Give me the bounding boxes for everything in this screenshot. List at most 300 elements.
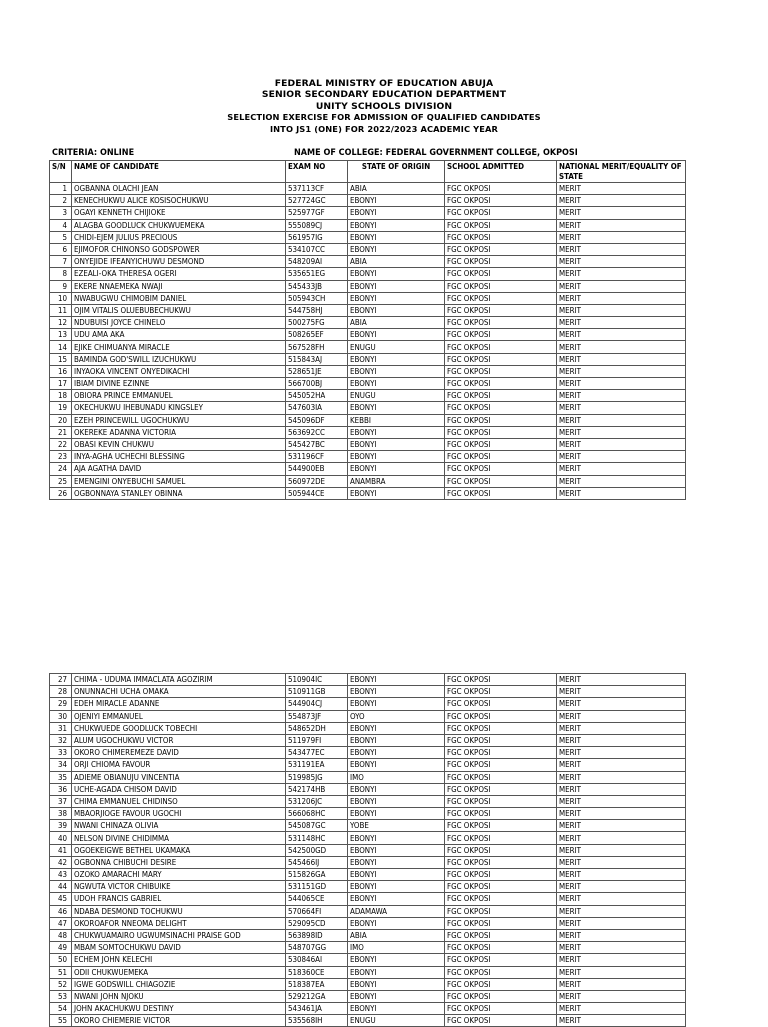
cell-state: EBONYI — [348, 243, 445, 255]
cell-school: FGC OKPOSI — [445, 795, 557, 807]
cell-sn: 39 — [50, 820, 72, 832]
cell-name: UDOH FRANCIS GABRIEL — [72, 893, 286, 905]
cell-sn: 55 — [50, 1015, 72, 1027]
cell-school: FGC OKPOSI — [445, 710, 557, 722]
table-row — [50, 674, 686, 686]
cell-category: MERIT — [557, 820, 686, 832]
cell-category: MERIT — [557, 832, 686, 844]
cell-category: MERIT — [557, 475, 686, 487]
table-row — [50, 353, 686, 365]
cell-sn: 36 — [50, 783, 72, 795]
table-row — [50, 1003, 686, 1015]
cell-name: CHIDI-EJEM JULIUS PRECIOUS — [72, 231, 286, 243]
cell-name: CHUKWUAMAIRO UGWUMSINACHI PRAISE GOD — [72, 929, 286, 941]
cell-exam-no: 537113CF — [286, 183, 348, 195]
cell-sn: 20 — [50, 414, 72, 426]
cell-category: MERIT — [557, 747, 686, 759]
cell-name: OGBONNA CHIBUCHI DESIRE — [72, 856, 286, 868]
cell-state: ABIA — [348, 317, 445, 329]
cell-name: NGWUTA VICTOR CHIBUIKE — [72, 881, 286, 893]
cell-sn: 3 — [50, 207, 72, 219]
cell-state: EBONYI — [348, 759, 445, 771]
admission-table-page-1 — [49, 160, 686, 500]
table-row — [50, 954, 686, 966]
cell-sn: 1 — [50, 183, 72, 195]
cell-category: MERIT — [557, 869, 686, 881]
cell-category: MERIT — [557, 978, 686, 990]
cell-name: NWANI CHINAZA OLIVIA — [72, 820, 286, 832]
cell-state: EBONYI — [348, 856, 445, 868]
cell-name: NWABUGWU CHIMOBIM DANIEL — [72, 292, 286, 304]
cell-sn: 32 — [50, 734, 72, 746]
cell-sn: 46 — [50, 905, 72, 917]
cell-state: EBONYI — [348, 698, 445, 710]
cell-exam-no: 510904IC — [286, 674, 348, 686]
cell-category: MERIT — [557, 783, 686, 795]
cell-school: FGC OKPOSI — [445, 341, 557, 353]
cell-state: EBONYI — [348, 292, 445, 304]
cell-exam-no: 511979FI — [286, 734, 348, 746]
cell-sn: 6 — [50, 243, 72, 255]
cell-school: FGC OKPOSI — [445, 942, 557, 954]
cell-category: MERIT — [557, 734, 686, 746]
cell-exam-no: 528651JE — [286, 365, 348, 377]
table-header-row — [50, 161, 686, 183]
table-row — [50, 268, 686, 280]
cell-exam-no: 518360CE — [286, 966, 348, 978]
college-name: NAME OF COLLEGE: FEDERAL GOVERNMENT COLLEGE, OKPOSI — [294, 148, 578, 158]
cell-state: EBONYI — [348, 378, 445, 390]
cell-state: EBONYI — [348, 353, 445, 365]
cell-category: MERIT — [557, 966, 686, 978]
cell-category: MERIT — [557, 243, 686, 255]
cell-name: INYA-AGHA UCHECHI BLESSING — [72, 451, 286, 463]
cell-state: EBONYI — [348, 207, 445, 219]
cell-category: MERIT — [557, 881, 686, 893]
cell-state: EBONYI — [348, 747, 445, 759]
table-row — [50, 734, 686, 746]
cell-sn: 38 — [50, 808, 72, 820]
cell-name: EKERE NNAEMEKA NWAJI — [72, 280, 286, 292]
cell-category: MERIT — [557, 280, 686, 292]
cell-state: EBONYI — [348, 231, 445, 243]
cell-school: FGC OKPOSI — [445, 771, 557, 783]
cell-name: OGAYI KENNETH CHIJIOKE — [72, 207, 286, 219]
cell-school: FGC OKPOSI — [445, 734, 557, 746]
cell-school: FGC OKPOSI — [445, 832, 557, 844]
column-header-state: STATE OF ORIGIN — [348, 161, 445, 183]
cell-school: FGC OKPOSI — [445, 463, 557, 475]
cell-category: MERIT — [557, 292, 686, 304]
cell-sn: 41 — [50, 844, 72, 856]
cell-sn: 49 — [50, 942, 72, 954]
cell-state: EBONYI — [348, 463, 445, 475]
cell-state: IMO — [348, 942, 445, 954]
cell-state: EBONYI — [348, 783, 445, 795]
cell-school: FGC OKPOSI — [445, 759, 557, 771]
cell-exam-no: 510911GB — [286, 686, 348, 698]
cell-category: MERIT — [557, 954, 686, 966]
cell-school: FGC OKPOSI — [445, 808, 557, 820]
cell-school: FGC OKPOSI — [445, 917, 557, 929]
table-row — [50, 905, 686, 917]
cell-sn: 18 — [50, 390, 72, 402]
cell-sn: 40 — [50, 832, 72, 844]
cell-name: JOHN AKACHUKWU DESTINY — [72, 1003, 286, 1015]
admission-table-page-2 — [49, 673, 686, 1027]
cell-state: EBONYI — [348, 722, 445, 734]
column-header-sn: S/N — [50, 161, 72, 183]
cell-exam-no: 543461JA — [286, 1003, 348, 1015]
cell-school: FGC OKPOSI — [445, 426, 557, 438]
cell-school: FGC OKPOSI — [445, 329, 557, 341]
cell-sn: 29 — [50, 698, 72, 710]
cell-category: MERIT — [557, 844, 686, 856]
cell-state: EBONYI — [348, 795, 445, 807]
cell-sn: 44 — [50, 881, 72, 893]
cell-category: MERIT — [557, 341, 686, 353]
cell-name: ODII CHUKWUEMEKA — [72, 966, 286, 978]
cell-sn: 33 — [50, 747, 72, 759]
cell-school: FGC OKPOSI — [445, 451, 557, 463]
table-row — [50, 390, 686, 402]
cell-name: ORJI CHIOMA FAVOUR — [72, 759, 286, 771]
cell-state: EBONYI — [348, 917, 445, 929]
cell-exam-no: 570664FI — [286, 905, 348, 917]
table-row — [50, 280, 686, 292]
cell-school: FGC OKPOSI — [445, 686, 557, 698]
cell-category: MERIT — [557, 378, 686, 390]
table-row — [50, 820, 686, 832]
ministry-title: FEDERAL MINISTRY OF EDUCATION ABUJA — [274, 78, 494, 89]
exercise-title: SELECTION EXERCISE FOR ADMISSION OF QUALIFIED CANDIDATES — [227, 112, 541, 123]
cell-school: FGC OKPOSI — [445, 280, 557, 292]
cell-sn: 11 — [50, 304, 72, 316]
table-row — [50, 438, 686, 450]
cell-sn: 35 — [50, 771, 72, 783]
table-row — [50, 219, 686, 231]
cell-category: MERIT — [557, 710, 686, 722]
cell-sn: 22 — [50, 438, 72, 450]
table-row — [50, 402, 686, 414]
cell-category: MERIT — [557, 929, 686, 941]
cell-exam-no: 548652DH — [286, 722, 348, 734]
table-row — [50, 451, 686, 463]
cell-school: FGC OKPOSI — [445, 414, 557, 426]
cell-name: ADIEME OBIANUJU VINCENTIA — [72, 771, 286, 783]
cell-state: EBONYI — [348, 402, 445, 414]
cell-name: OGBANNA OLACHI JEAN — [72, 183, 286, 195]
cell-sn: 5 — [50, 231, 72, 243]
cell-school: FGC OKPOSI — [445, 674, 557, 686]
cell-category: MERIT — [557, 426, 686, 438]
cell-school: FGC OKPOSI — [445, 378, 557, 390]
table-row — [50, 990, 686, 1002]
table-row — [50, 917, 686, 929]
cell-state: EBONYI — [348, 869, 445, 881]
cell-state: EBONYI — [348, 954, 445, 966]
cell-exam-no: 545433JB — [286, 280, 348, 292]
table-row — [50, 341, 686, 353]
column-header-exam-no: EXAM NO — [286, 161, 348, 183]
cell-name: OJENIYI EMMANUEL — [72, 710, 286, 722]
cell-state: ENUGU — [348, 341, 445, 353]
cell-exam-no: 544904CJ — [286, 698, 348, 710]
cell-name: OGOEKEIGWE BETHEL UKAMAKA — [72, 844, 286, 856]
cell-state: ABIA — [348, 256, 445, 268]
cell-category: MERIT — [557, 183, 686, 195]
cell-school: FGC OKPOSI — [445, 1015, 557, 1027]
cell-exam-no: 543477EC — [286, 747, 348, 759]
cell-sn: 17 — [50, 378, 72, 390]
cell-state: EBONYI — [348, 966, 445, 978]
cell-name: ONUNNACHI UCHA OMAKA — [72, 686, 286, 698]
cell-state: EBONYI — [348, 268, 445, 280]
table-row — [50, 365, 686, 377]
cell-sn: 34 — [50, 759, 72, 771]
cell-exam-no: 566068HC — [286, 808, 348, 820]
cell-exam-no: 560972DE — [286, 475, 348, 487]
cell-sn: 8 — [50, 268, 72, 280]
table-row — [50, 698, 686, 710]
table-row — [50, 844, 686, 856]
cell-school: FGC OKPOSI — [445, 698, 557, 710]
cell-name: ONYEJIDE IFEANYICHUWU DESMOND — [72, 256, 286, 268]
cell-sn: 9 — [50, 280, 72, 292]
cell-school: FGC OKPOSI — [445, 183, 557, 195]
cell-state: ADAMAWA — [348, 905, 445, 917]
cell-category: MERIT — [557, 390, 686, 402]
cell-category: MERIT — [557, 686, 686, 698]
cell-state: YOBE — [348, 820, 445, 832]
cell-name: ECHEM JOHN KELECHI — [72, 954, 286, 966]
table-row — [50, 856, 686, 868]
cell-sn: 27 — [50, 674, 72, 686]
cell-exam-no: 500275FG — [286, 317, 348, 329]
cell-state: IMO — [348, 771, 445, 783]
cell-sn: 52 — [50, 978, 72, 990]
table-row — [50, 747, 686, 759]
cell-sn: 24 — [50, 463, 72, 475]
cell-name: IBIAM DIVINE EZINNE — [72, 378, 286, 390]
table-row — [50, 487, 686, 499]
cell-category: MERIT — [557, 759, 686, 771]
cell-school: FGC OKPOSI — [445, 304, 557, 316]
table-row — [50, 808, 686, 820]
cell-state: ENUGU — [348, 1015, 445, 1027]
cell-school: FGC OKPOSI — [445, 438, 557, 450]
cell-sn: 54 — [50, 1003, 72, 1015]
cell-sn: 7 — [50, 256, 72, 268]
cell-sn: 15 — [50, 353, 72, 365]
cell-category: MERIT — [557, 808, 686, 820]
cell-category: MERIT — [557, 451, 686, 463]
cell-exam-no: 535651EG — [286, 268, 348, 280]
cell-exam-no: 548707GG — [286, 942, 348, 954]
cell-exam-no: 505943CH — [286, 292, 348, 304]
cell-name: ALAGBA GOODLUCK CHUKWUEMEKA — [72, 219, 286, 231]
cell-school: FGC OKPOSI — [445, 317, 557, 329]
table-row — [50, 317, 686, 329]
cell-exam-no: 505944CE — [286, 487, 348, 499]
cell-school: FGC OKPOSI — [445, 402, 557, 414]
cell-school: FGC OKPOSI — [445, 869, 557, 881]
cell-name: NWANI JOHN NJOKU — [72, 990, 286, 1002]
cell-category: MERIT — [557, 905, 686, 917]
cell-exam-no: 531206JC — [286, 795, 348, 807]
cell-name: ALUM UGOCHUKWU VICTOR — [72, 734, 286, 746]
cell-school: FGC OKPOSI — [445, 365, 557, 377]
cell-school: FGC OKPOSI — [445, 231, 557, 243]
cell-school: FGC OKPOSI — [445, 722, 557, 734]
cell-exam-no: 529095CD — [286, 917, 348, 929]
table-row — [50, 966, 686, 978]
table-row — [50, 378, 686, 390]
cell-exam-no: 544065CE — [286, 893, 348, 905]
cell-category: MERIT — [557, 207, 686, 219]
cell-school: FGC OKPOSI — [445, 292, 557, 304]
cell-sn: 28 — [50, 686, 72, 698]
academic-year-title: INTO JS1 (ONE) FOR 2022/2023 ACADEMIC YEAR — [269, 123, 499, 134]
cell-sn: 48 — [50, 929, 72, 941]
cell-category: MERIT — [557, 414, 686, 426]
cell-name: OZOKO AMARACHI MARY — [72, 869, 286, 881]
cell-sn: 19 — [50, 402, 72, 414]
cell-sn: 45 — [50, 893, 72, 905]
table-body-page-2 — [50, 674, 686, 1027]
cell-exam-no: 547603IA — [286, 402, 348, 414]
cell-school: FGC OKPOSI — [445, 256, 557, 268]
cell-exam-no: 545087GC — [286, 820, 348, 832]
cell-name: CHIMA - UDUMA IMMACLATA AGOZIRIM — [72, 674, 286, 686]
table-row — [50, 231, 686, 243]
table-row — [50, 183, 686, 195]
cell-sn: 37 — [50, 795, 72, 807]
cell-name: OKORO CHIMEREMEZE DAVID — [72, 747, 286, 759]
table-row — [50, 329, 686, 341]
cell-category: MERIT — [557, 795, 686, 807]
cell-name: BAMINDA GOD'SWILL IZUCHUKWU — [72, 353, 286, 365]
cell-school: FGC OKPOSI — [445, 195, 557, 207]
cell-exam-no: 545096DF — [286, 414, 348, 426]
cell-exam-no: 554873JF — [286, 710, 348, 722]
cell-sn: 42 — [50, 856, 72, 868]
cell-state: EBONYI — [348, 219, 445, 231]
cell-school: FGC OKPOSI — [445, 747, 557, 759]
cell-exam-no: 530846AI — [286, 954, 348, 966]
cell-exam-no: 527724GC — [286, 195, 348, 207]
cell-name: OGBONNAYA STANLEY OBINNA — [72, 487, 286, 499]
table-row — [50, 207, 686, 219]
cell-exam-no: 531148HC — [286, 832, 348, 844]
cell-exam-no: 531191EA — [286, 759, 348, 771]
cell-state: EBONYI — [348, 881, 445, 893]
cell-state: EBONYI — [348, 451, 445, 463]
cell-school: FGC OKPOSI — [445, 353, 557, 365]
table-row — [50, 783, 686, 795]
cell-state: ABIA — [348, 183, 445, 195]
division-title: UNITY SCHOOLS DIVISION — [315, 100, 453, 112]
cell-sn: 12 — [50, 317, 72, 329]
cell-state: OYO — [348, 710, 445, 722]
cell-name: EZEH PRINCEWILL UGOCHUKWU — [72, 414, 286, 426]
cell-sn: 50 — [50, 954, 72, 966]
cell-sn: 13 — [50, 329, 72, 341]
cell-name: MBAORJIOGE FAVOUR UGOCHI — [72, 808, 286, 820]
table-row — [50, 686, 686, 698]
cell-state: EBONYI — [348, 487, 445, 499]
cell-school: FGC OKPOSI — [445, 954, 557, 966]
cell-exam-no: 531196CF — [286, 451, 348, 463]
cell-state: EBONYI — [348, 893, 445, 905]
cell-school: FGC OKPOSI — [445, 905, 557, 917]
cell-state: ANAMBRA — [348, 475, 445, 487]
cell-school: FGC OKPOSI — [445, 929, 557, 941]
cell-sn: 53 — [50, 990, 72, 1002]
cell-category: MERIT — [557, 893, 686, 905]
cell-exam-no: 508265EF — [286, 329, 348, 341]
table-row — [50, 292, 686, 304]
cell-school: FGC OKPOSI — [445, 243, 557, 255]
cell-school: FGC OKPOSI — [445, 207, 557, 219]
cell-name: OJIM VITALIS OLUEBUBECHUKWU — [72, 304, 286, 316]
cell-category: MERIT — [557, 402, 686, 414]
cell-category: MERIT — [557, 256, 686, 268]
cell-category: MERIT — [557, 1003, 686, 1015]
cell-exam-no: 545427BC — [286, 438, 348, 450]
table-row — [50, 929, 686, 941]
cell-state: EBONYI — [348, 280, 445, 292]
cell-category: MERIT — [557, 487, 686, 499]
cell-name: MBAM SOMTOCHUKWU DAVID — [72, 942, 286, 954]
cell-school: FGC OKPOSI — [445, 820, 557, 832]
cell-sn: 25 — [50, 475, 72, 487]
cell-name: OKOROAFOR NNEOMA DELIGHT — [72, 917, 286, 929]
cell-name: KENECHUKWU ALICE KOSISOCHUKWU — [72, 195, 286, 207]
cell-sn: 43 — [50, 869, 72, 881]
cell-category: MERIT — [557, 698, 686, 710]
cell-category: MERIT — [557, 463, 686, 475]
document-header — [0, 78, 768, 135]
cell-category: MERIT — [557, 942, 686, 954]
cell-exam-no: 545052HA — [286, 390, 348, 402]
cell-exam-no: 515826GA — [286, 869, 348, 881]
cell-state: EBONYI — [348, 686, 445, 698]
cell-exam-no: 544758HJ — [286, 304, 348, 316]
cell-state: EBONYI — [348, 990, 445, 1002]
table-row — [50, 426, 686, 438]
cell-name: UDU AMA AKA — [72, 329, 286, 341]
cell-sn: 26 — [50, 487, 72, 499]
cell-state: EBONYI — [348, 832, 445, 844]
cell-sn: 10 — [50, 292, 72, 304]
cell-state: ENUGU — [348, 390, 445, 402]
cell-category: MERIT — [557, 231, 686, 243]
cell-category: MERIT — [557, 856, 686, 868]
cell-exam-no: 545466IJ — [286, 856, 348, 868]
cell-category: MERIT — [557, 674, 686, 686]
cell-school: FGC OKPOSI — [445, 390, 557, 402]
cell-state: EBONYI — [348, 438, 445, 450]
cell-state: EBONYI — [348, 844, 445, 856]
cell-exam-no: 548209AI — [286, 256, 348, 268]
cell-state: EBONYI — [348, 329, 445, 341]
table-row — [50, 893, 686, 905]
cell-category: MERIT — [557, 219, 686, 231]
criteria-line — [50, 148, 690, 160]
table-row — [50, 881, 686, 893]
cell-exam-no: 525977GF — [286, 207, 348, 219]
